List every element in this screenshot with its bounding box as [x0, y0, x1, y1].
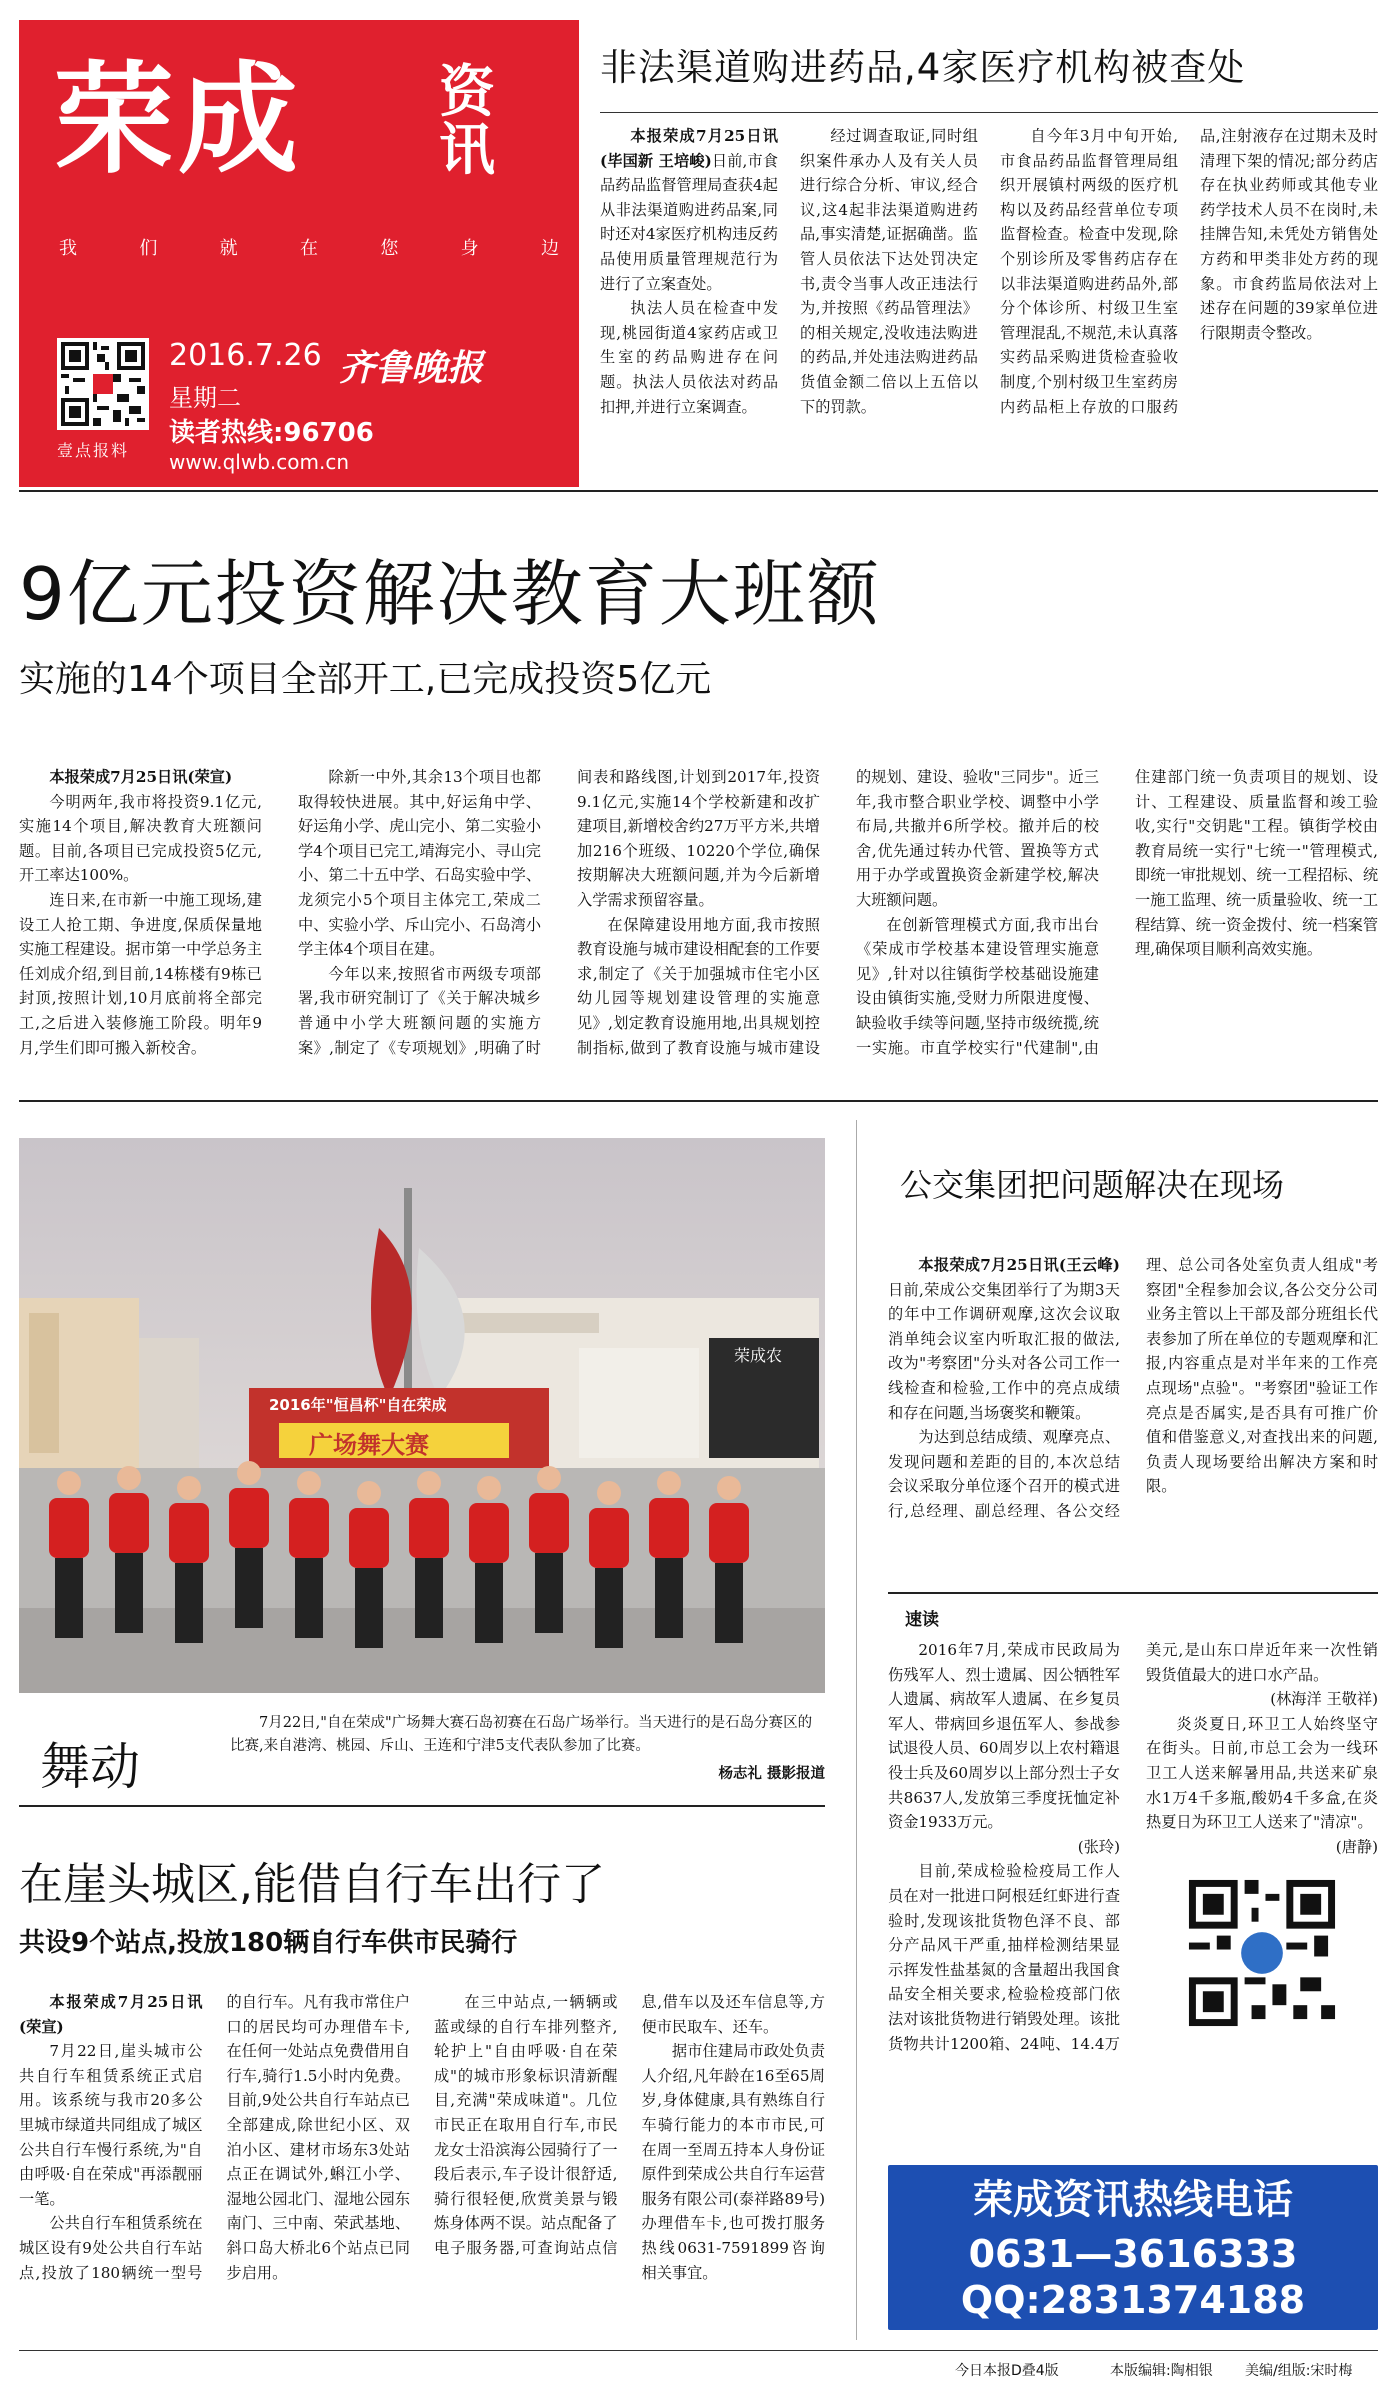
photo-building-sign: 荣成农 [734, 1346, 783, 1365]
lead-story-para: 本报荣成7月25日讯(荣宣) [49, 768, 233, 786]
bus-story-para: 本报荣成7月25日讯(王云峰)日前,荣成公交集团举行了为期3天的年中工作调研观摩,这次会议取消单纯会议室内听取汇报的做法,改为"考察团"分头对各公司工作一线检查和检验,工作中的亮点成绩和存在问题,当场褒奖和鞭策。 [888, 1256, 1120, 1422]
dance-contest-photo [19, 1138, 825, 1693]
bus-story-para: 为达到总结成绩、观摩亮点、发现问题和差距的目的,本次总结会议采取分单位逐个召开的模式进行,总经理、副总经理、各公交经理、总公司各处室负责人组成"考察团"全程参加会议,各公交分公司业务主管以上干部及部分班组长代表参加了所在单位的专题观摩和汇报,内容重点是对半年来的工作亮点现场"点验"。"考察团"验证工作亮点是否属实,是否具有可推广价值和借鉴意义,对查找出来的问题,负责人现场要给出解决方案和时限。 [888, 1256, 1378, 1520]
bike-story-para: 在三中站点,一辆辆或蓝或绿的自行车排列整齐,轮护上"自由呼吸·自在荣成"的城市形象标识清新醒目,充满"荣成味道"。几位市民正在取用自行车,市民龙女士沿滨海公园骑行了一段后表示,车子设计很舒适,骑行很轻便,欣赏美景与锻炼身体两不误。站点配备了电子服务器,可查询站点信息,借车以及还车信息等,方便市民取车、还车。 [434, 1993, 825, 2257]
brief-item: 炎炎夏日,环卫工人始终坚守在街头。日前,市总工会为一线环卫工人送来解暑用品,共送来矿泉水1万4千多瓶,酸奶4千多盒,在炎热夏日为环卫工人送来了"清凉"。 [1146, 1714, 1378, 1832]
top-story-headline: 非法渠道购进药品,4家医疗机构被查处 [600, 46, 1246, 89]
footer-pages: 今日本报D叠4版 [955, 2363, 1059, 2379]
masthead-logo: 荣成 [54, 51, 302, 190]
lead-story-para: 除新一中外,其余13个项目也都取得较快进展。其中,好运角中学、好运角小学、虎山完小、第二实验小学4个项目已完工,靖海完小、寻山完小、第二十五中学、石岛实验中学、龙须完小5个项目主体完工,荣成二中、实验小学、斥山完小、石岛湾小学主体4个项目在建。 [298, 768, 541, 959]
brief-credit: (张玲) [1077, 1837, 1120, 1856]
footer-designer: 美编/组版:宋时梅 [1245, 2363, 1353, 2379]
photo-title: 舞动 [40, 1738, 140, 1796]
bus-story-body [888, 1253, 1378, 1553]
photo-banner-big: 广场舞大赛 [309, 1431, 429, 1459]
issue-weekday: 星期二 [169, 384, 241, 412]
photo-banner-year: 2016年"恒昌杯"自在荣成 [269, 1396, 447, 1414]
lead-story-para: 连日来,在市新一中施工现场,建设工人抢工期、争进度,保质保量地实施工程建设。据市第一中学总务主任刘成介绍,到目前,14栋楼有9栋已封顶,按照计划,10月底前将全部完工,之后进入装修施工阶段。明年9月,学生们即可搬入新校舍。 [19, 890, 262, 1057]
top-story-body [600, 124, 1378, 469]
bike-story-para: 公共自行车租赁系统在城区设有9处公共自行车站点,投放了180辆统一型号的自行车。凡有我市常住户口的居民均可办理借车卡,在任何一处站点免费借用自行车,骑行1.5小时内免费。目前,9处公共自行车站点已全部建成,除世纪小区、双泊小区、建材市场东3处站点正在调试外,蝌江小学、湿地公园北门、湿地公园东南门、三中南、荣武基地、斜口岛大桥北6个站点已同步启用。 [19, 1993, 410, 2282]
top-story-para: 本报荣成7月25日讯(毕国新 王培峻)日前,市食品药品监督管理局查获4起从非法渠道购进药品案,同时还对4家医疗机构违反药品使用质量管理规范行为进行了立案查处。 [600, 127, 778, 293]
brief-credit: (唐静) [1335, 1837, 1378, 1856]
lead-story-headline: 9亿元投资解决教育大班额 [19, 552, 881, 636]
top-story-para: 自今年3月中旬开始,市食品药品监督管理局组织开展镇村两级的医疗机构以及药品经营单位专项监督检查。检查中发现,除个别诊所及零售药店存在以非法渠道购进药品外,部分个体诊所、村级卫生室管理混乱,不规范,未认真落实药品采购进货检查验收制度,个别村级卫生室药房内药品柜上存放的口服药品,注射液存在过期未及时清理下架的情况;部分药店存在执业药师或其他专业药学技术人员不在岗时,未挂牌告知,未凭处方销售处方药和甲类非处方药的现象。市食药监局依法对上述存在问题的39家单位进行限期责令整改。 [1000, 127, 1378, 416]
bike-story-para: 据市住建局市政处负责人介绍,凡年龄在16至65周岁,身体健康,具有熟练自行车骑行能力的本市市民,可在周一至周五持本人身份证原件到荣成公共自行车运营服务有限公司(泰祥路89号)办理借车卡,也可拨打服务热线0631-7591899咨询相关事宜。 [641, 2042, 825, 2282]
reader-hotline: 读者热线:96706 [169, 418, 374, 448]
lead-story-para: 今明两年,我市将投资9.1亿元,实施14个项目,解决教育大班额问题。目前,各项目已完成投资5亿元,开工率达100%。 [19, 792, 262, 885]
photo-credit: 杨志礼 摄影报道 [718, 1765, 825, 1782]
brief-item: 目前,荣成检验检疫局工作人员在对一批进口阿根廷红虾进行查验时,发现该批货物色泽不良、部分产品风干严重,抽样检测结果显示挥发性盐基氮的含量超出我国食品安全相关要求,检验检疫部门依法对该批货物进行销毁处理。该批货物共计1200箱、24吨、14.4万美元,是山东口岸近年来一次性销毁货值最大的进口水产品。 [888, 1641, 1378, 2053]
paper-name: 齐鲁晚报 [339, 347, 484, 389]
bike-story-body [19, 1990, 825, 2320]
briefs-body [888, 1638, 1378, 2138]
lead-story-para: 在创新管理模式方面,我市出台《荣成市学校基本建设管理实施意见》,针对以往镇街学校基础设施建设由镇街实施,受财力所限进度慢、缺验收手续等问题,坚持市级统揽,统一实施。市直学校实行"代建制",由住建部门统一负责项目的规划、设计、工程建设、质量监督和竣工验收,实行"交钥匙"工程。镇街学校由教育局统一实行"七统一"管理模式,即统一审批规划、统一工程招标、统一施工监理、统一质量验收、统一工程结算、统一资金拨付、统一档案管理,确保项目顺利高效实施。 [856, 768, 1378, 1057]
photo-caption: 7月22日,"自在荣成"广场舞大赛石岛初赛在石岛广场举行。当天进行的是石岛分赛区的比赛,来自港湾、桃园、斥山、王连和宁津5支代表队参加了比赛。 [230, 1715, 813, 1754]
briefs-label: 速读 [905, 1610, 939, 1630]
masthead-slogan: 我 们 就 在 您 身 边 [59, 238, 559, 259]
lead-story-para: 在保障建设用地方面,我市按照教育设施与城市建设相配套的工作要求,制定了《关于加强城市住宅小区幼儿园等规划建设管理的实施意见》,划定教育设施用地,出具规划控制指标,做到了教育设施与城市建设的规划、建设、验收"三同步"。近三年,我市整合职业学校、调整中小学布局,共撤并6所学校。撤并后的校舍,优先通过转办代管、置换等方式用于办学或置换资金新建学校,解决大班额问题。 [577, 768, 1099, 1057]
bike-story-headline: 在崖头城区,能借自行车出行了 [19, 1859, 605, 1910]
masthead-qr-code-icon [57, 338, 149, 430]
footer-editor: 本版编辑:陶相银 [1110, 2363, 1213, 2379]
lead-story-para: 今年以来,按照省市两级专项部署,我市研究制订了《关于解决城乡普通中小学大班额问题的实施方案》,制定了《专项规划》,明确了时间表和路线图,计划到2017年,投资9.1亿元,实施14个学校新建和改扩建项目,新增校舍约27万平方米,共增加216个班级、10220个学位,确保按期解决大班额问题,并为今后新增入学需求预留容量。 [298, 768, 820, 1057]
hotline-qq[interactable]: QQ:2831374188 [960, 2278, 1306, 2322]
bus-story-headline: 公交集团把问题解决在现场 [900, 1166, 1285, 1204]
lead-story-body [19, 765, 1378, 1075]
dance-photo-illustration [19, 1138, 825, 1693]
website-link[interactable]: www.qlwb.com.cn [169, 450, 349, 474]
bike-story-para: 本报荣成7月25日讯(荣宣) [19, 1993, 203, 2036]
masthead-logo-small: 资讯 [439, 60, 495, 183]
qr-label: 壹点报料 [57, 441, 130, 460]
top-story-para: 执法人员在检查中发现,桃园街道4家药店或卫生室的药品购进存在问题。执法人员依法对药品扣押,并进行立案调查。 [600, 299, 778, 416]
bike-story-para: 7月22日,崖头城市公共自行车租赁系统正式启用。该系统与我市20多公里城市绿道共同组成了城区公共自行车慢行系统,为"自由呼吸·自在荣成"再添靓丽一笔。 [19, 2042, 203, 2208]
lead-story-subheadline: 实施的14个项目全部开工,已完成投资5亿元 [19, 659, 712, 700]
brief-credit: (林海洋 王敬祥) [1270, 1690, 1378, 1709]
bike-story-subheadline: 共设9个站点,投放180辆自行车供市民骑行 [19, 1928, 518, 1958]
hotline-title: 荣成资讯热线电话 [973, 2176, 1293, 2223]
masthead [19, 20, 579, 487]
briefs-qr-code-icon [1182, 1873, 1342, 2033]
hotline-advert [888, 2165, 1378, 2330]
issue-date: 2016.7.26 [169, 338, 322, 373]
top-story-para: 经过调查取证,同时组织案件承办人及有关人员进行综合分析、审议,经合议,这4起非法渠道购进药品,事实清楚,证据确凿。监管人员依法下达处罚决定书,责令当事人改正违法行为,并按照《药品管理法》的相关规定,没收违法购进的药品,并处违法购进药品货值金额二倍以上五倍以下的罚款。 [800, 127, 978, 416]
hotline-phone[interactable]: 0631—3616333 [968, 2232, 1298, 2276]
brief-item: 2016年7月,荣成市民政局为伤残军人、烈士遗属、因公牺牲军人遗属、病故军人遗属、在乡复员军人、带病回乡退伍军人、参战参试退役人员、60周岁以上农村籍退役士兵及60周岁以上部分烈士子女共8637人,发放第三季度抚恤定补资金1933万元。 [888, 1641, 1120, 1832]
